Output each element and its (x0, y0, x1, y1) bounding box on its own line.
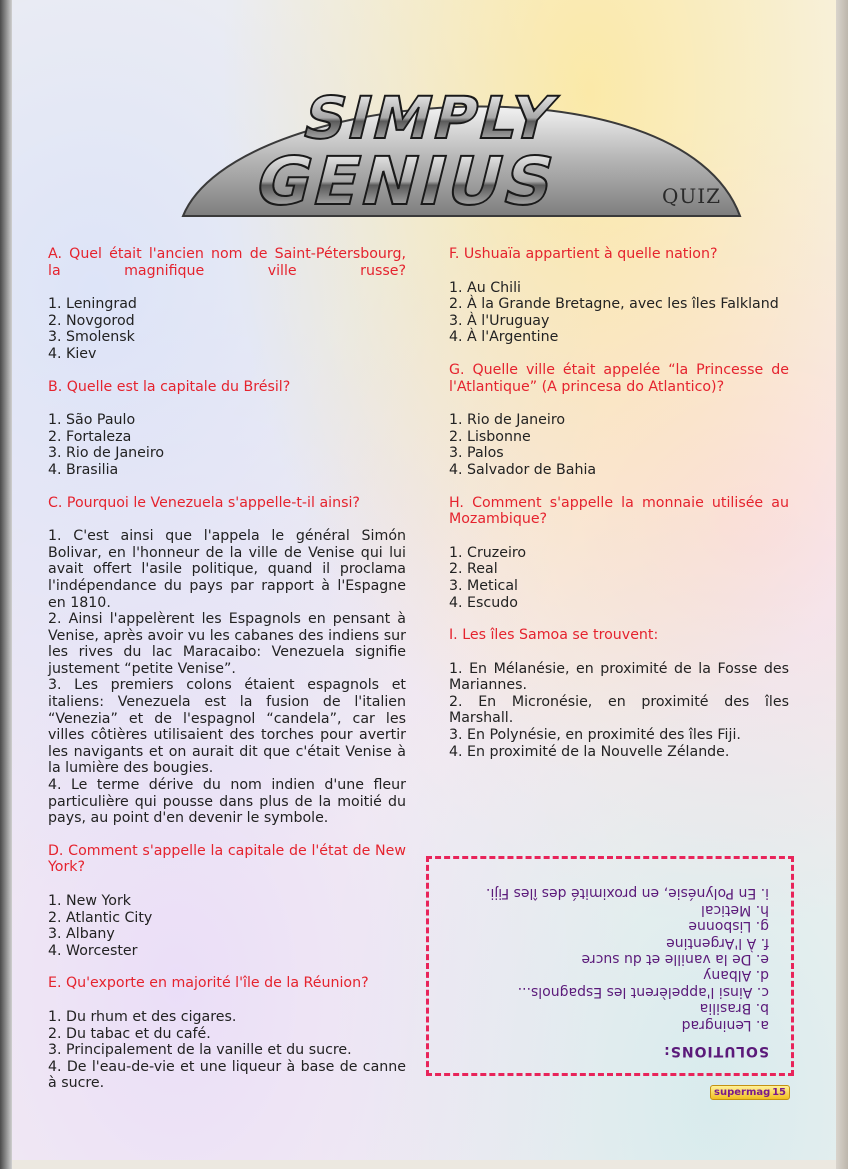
answer-b-3: 3. Rio de Janeiro (48, 445, 165, 462)
answers-b (48, 412, 406, 478)
question-i: I. Les îles Samoa se trouvent: (449, 627, 659, 644)
answer-a-4: 4. Kiev (48, 345, 97, 362)
answer-g-2: 2. Lisbonne (449, 428, 531, 445)
answer-i-2: 2. En Micronésie, en proximité des îles Marshall. (449, 693, 789, 727)
answer-c-4: 4. Le terme dérive du nom indien d'une fleur particulière qui pousse dans plus de la moitié du pays, au point d'en devenir le symbole. (48, 777, 406, 827)
answer-h-1: 1. Cruzeiro (449, 544, 527, 561)
answers-d (48, 893, 406, 959)
left-column (48, 246, 406, 1092)
solution-f: f. À l'Argentine (666, 934, 769, 951)
solutions-content (429, 859, 791, 1073)
show-through-text (62, 48, 362, 63)
answer-a-3: 3. Smolensk (48, 329, 135, 346)
answers-c (48, 528, 406, 827)
question-e: E. Qu'exporte en majorité l'île de la Réunion? (48, 975, 369, 992)
answer-g-1: 1. Rio de Janeiro (449, 412, 566, 429)
solution-b: b. Brasilia (699, 1000, 769, 1017)
quiz-badge: QUIZ (662, 184, 722, 208)
answers-f (449, 280, 789, 346)
answer-a-1: 1. Leningrad (48, 296, 137, 313)
answer-f-3: 3. À l'Uruguay (449, 312, 550, 329)
solution-d: d. Albany (703, 967, 769, 984)
answer-h-4: 4. Escudo (449, 594, 518, 611)
answers-e (48, 1009, 406, 1092)
solutions-list (443, 885, 769, 1033)
question-a: A. Quel était l'ancien nom de Saint-Pétersbourg, la magnifique ville russe? (48, 246, 406, 279)
solutions-box (426, 856, 794, 1076)
answer-d-3: 3. Albany (48, 926, 115, 943)
question-f: F. Ushuaïa appartient à quelle nation? (449, 246, 718, 262)
answer-f-2: 2. À la Grande Bretagne, avec les îles Falkland (449, 296, 779, 313)
answer-e-1: 1. Du rhum et des cigares. (48, 1008, 237, 1025)
answer-c-3: 3. Les premiers colons étaient espagnols et italiens: Venezuela est la fusion de l'italien “Venezia” et de l'espagnol “candela”, car les villes côtières utilisaient des torches pour avertir les navigants et on aurait dit que c'était Venise à la lumière des bougies. (48, 677, 406, 777)
title-line-1: SIMPLY (296, 83, 565, 152)
answers-h (449, 545, 789, 611)
answer-g-3: 3. Palos (449, 445, 504, 462)
answer-h-3: 3. Metical (449, 577, 518, 594)
answers-a (48, 296, 406, 362)
answer-b-2: 2. Fortaleza (48, 428, 132, 445)
solutions-title: SOLUTIONS: (663, 1043, 769, 1059)
quiz-title-banner (175, 68, 745, 228)
question-g: G. Quelle ville était appelée “la Princesse de l'Atlantique” (A princesa do Atlantico)? (449, 361, 789, 395)
answer-d-4: 4. Worcester (48, 942, 138, 959)
answer-i-3: 3. En Polynésie, en proximité des îles Fiji. (449, 727, 741, 744)
answer-f-4: 4. À l'Argentine (449, 329, 559, 346)
answer-e-3: 3. Principalement de la vanille et du sucre. (48, 1042, 352, 1059)
question-d: D. Comment s'appelle la capitale de l'état de New York? (48, 842, 406, 876)
answers-i (449, 661, 789, 761)
answer-e-4: 4. De l'eau-de-vie et une liqueur à base de canne à sucre. (48, 1058, 406, 1092)
answer-a-2: 2. Novgorod (48, 312, 135, 329)
question-h: H. Comment s'appelle la monnaie utilisée au Mozambique? (449, 494, 789, 528)
answer-c-2: 2. Ainsi l'appelèrent les Espagnols en pensant à Venise, après avoir vu les cabanes des indiens sur les rives du lac Maracaibo: Venezuela signifie justement “petite Venise”. (48, 611, 406, 677)
answer-d-2: 2. Atlantic City (48, 909, 153, 926)
question-c: C. Pourquoi le Venezuela s'appelle-t-il ainsi? (48, 494, 360, 511)
solution-h: h. Metical (700, 901, 769, 918)
answer-f-1: 1. Au Chili (449, 279, 521, 296)
answer-i-1: 1. En Mélanésie, en proximité de la Fosse des Mariannes. (449, 660, 789, 694)
page-number: 15 (772, 1087, 786, 1098)
answer-e-2: 2. Du tabac et du café. (48, 1025, 211, 1042)
answer-i-4: 4. En proximité de la Nouvelle Zélande. (449, 743, 730, 760)
answer-g-4: 4. Salvador de Bahia (449, 461, 597, 478)
title-line-2: GENIUS (248, 142, 566, 220)
solution-e: e. De la vanille et du sucre (581, 950, 769, 967)
answer-h-2: 2. Real (449, 561, 498, 578)
solution-c: c. Ainsi l'appelèrent les Espagnols... (517, 983, 769, 1000)
page-edge (836, 0, 848, 1169)
binding-spine (0, 0, 12, 1169)
answer-c-1: 1. C'est ainsi que l'appela le général Simón Bolivar, en l'honneur de la ville de Venise qui lui avait offert l'asile politique, quand il proclama l'indépendance du pays par rapport à l'Espagne en 1810. (48, 528, 406, 611)
question-b: B. Quelle est la capitale du Brésil? (48, 378, 291, 395)
answer-b-1: 1. São Paulo (48, 412, 136, 429)
solution-g: g. Lisbonne (688, 918, 769, 935)
solution-i: i. En Polynésie, en proximité des îles Fiji. (485, 885, 769, 902)
right-column (449, 246, 789, 760)
magazine-name: supermag (714, 1087, 771, 1098)
solution-a: a. Leningrad (681, 1016, 769, 1033)
answers-g (449, 412, 789, 478)
answer-d-1: 1. New York (48, 893, 132, 909)
answer-b-4: 4. Brasilia (48, 461, 119, 478)
magazine-logo (710, 1085, 790, 1100)
